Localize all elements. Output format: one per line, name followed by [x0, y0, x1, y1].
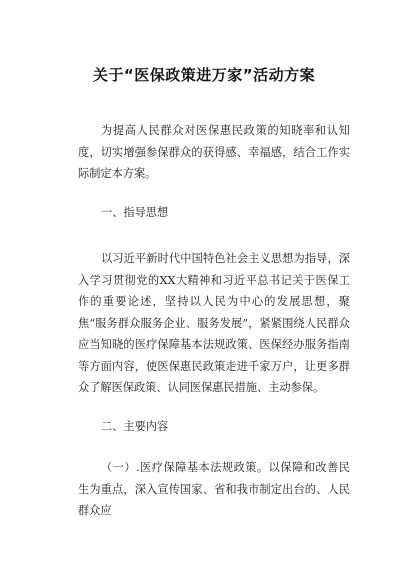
guiding-ideology-paragraph: [78, 248, 350, 399]
main-content-paragraph: [78, 457, 350, 522]
intro-text: 为提高人民群众对医保惠民政策的知晓率和认知度，切实增强参保群众的获得感、幸福感，结合工作实际制定本方案。: [78, 124, 350, 180]
guiding-ideology-text: 以习近平新时代中国特色社会主义思想为指导，深入学习贯彻党的XX大精神和习近平总书记关于医保工作的重要论述，坚持以人民为中心的发展思想，聚焦“服务群众服务企业、服务发展”，紧紧围绕人民群众应当知晓的医疗保障基本法规政策、医保经办服务指南等方面内容，使医保惠民政策走进千家万户，让更多群众了解医保政策、认同医保惠民措施、主动参保。: [78, 252, 350, 394]
intro-paragraph: [78, 120, 350, 185]
section-heading-main-content: 二、主要内容: [101, 420, 169, 433]
section-heading-guiding-ideology: 一、指导思想: [101, 206, 169, 219]
main-content-text: （一）.医疗保障基本法规政策。以保障和改善民生为重点，深入宣传国家、省和我市制定出台的、人民群众应: [78, 461, 350, 517]
document-title: 关于“医保政策进万家”活动方案: [92, 66, 316, 84]
